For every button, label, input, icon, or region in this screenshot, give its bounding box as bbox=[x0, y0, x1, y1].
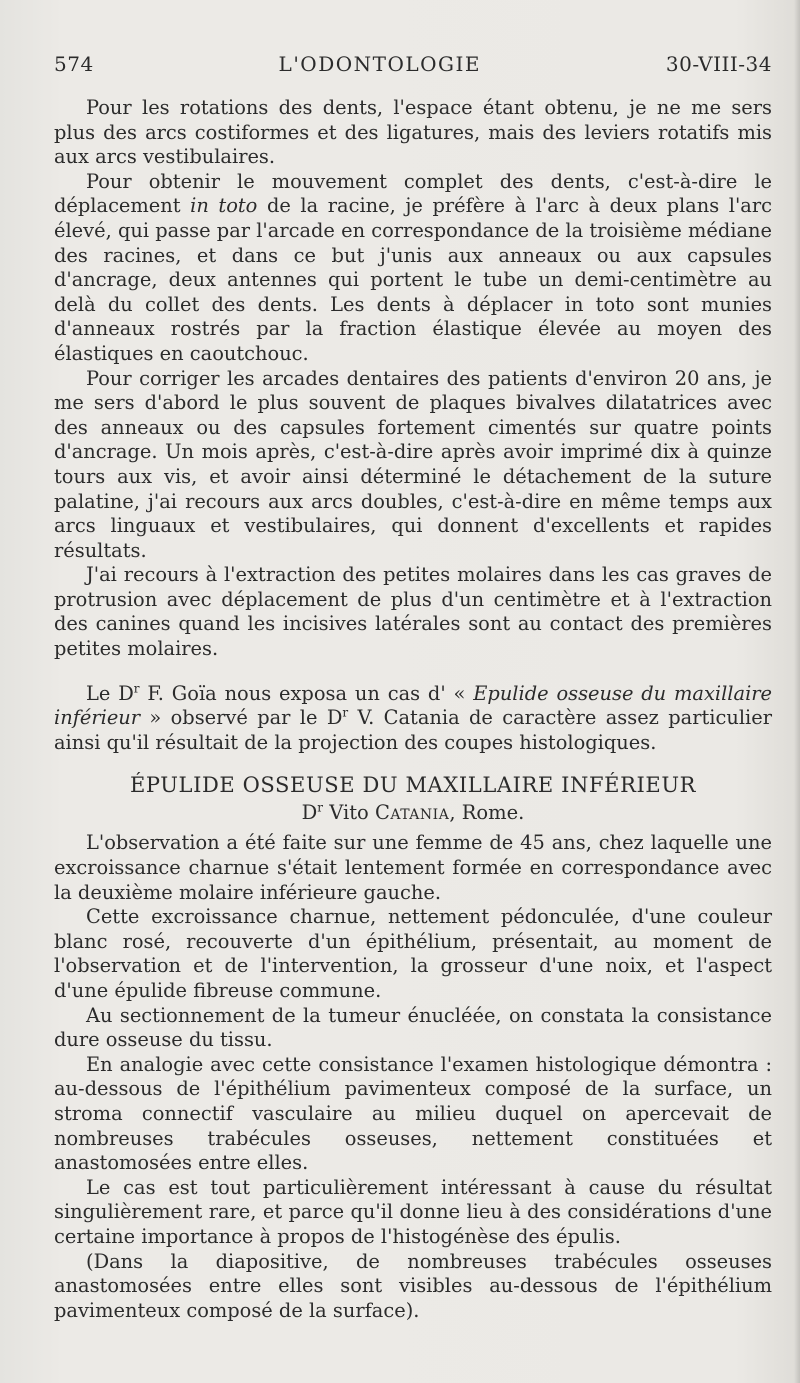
superscript: r bbox=[342, 705, 349, 720]
paragraph-extraction: J'ai recours à l'extraction des petites molaires dans les cas graves de protrusion avec déplacement de plus d'un centimètre et à l'extraction des canines quand les incisives latérales sont au contact des premières petites molaires. bbox=[54, 563, 772, 661]
italic-title: Epulide osseuse du maxillaire inférieur bbox=[54, 681, 773, 730]
article-title: ÉPULIDE OSSEUSE DU MAXILLAIRE INFÉRIEUR bbox=[129, 773, 697, 798]
italic-term: in toto bbox=[190, 194, 258, 218]
author-city: , Rome. bbox=[449, 801, 525, 825]
section-gap bbox=[54, 662, 772, 682]
page-number: 574 bbox=[54, 52, 94, 76]
superscript: r bbox=[317, 800, 324, 815]
paragraph-in-toto bbox=[54, 170, 772, 367]
text-run: Le D bbox=[86, 681, 134, 705]
paragraph-rotations: Pour les rotations des dents, l'espace étant obtenu, je ne me sers plus des arcs costiformes et des ligatures, mais des leviers rotatifs mis aux arcs vestibulaires. bbox=[54, 96, 772, 169]
superscript: r bbox=[133, 681, 140, 696]
paragraph-goia bbox=[54, 682, 772, 756]
article-paragraph: Le cas est tout particulièrement intéressant à cause du résultat singulièrement rare, et parce qu'il donne lieu à des considérations d'une certaine importance à propos de l'histogénèse des épulis. bbox=[54, 1175, 772, 1248]
running-header bbox=[54, 52, 772, 76]
text-run: » observé par le D bbox=[140, 706, 343, 730]
article-paragraph: En analogie avec cette consistance l'examen histologique démontra : au-dessous de l'épithélium pavimenteux composé de la surface, un stroma connectif vasculaire au milieu duquel on apercevait de nombreuses trabécules osseuses, nettement constituées et anastomosées entre elles. bbox=[54, 1052, 772, 1175]
text-run: Pour obtenir le mouvement complet des dents, c'est-à-dire le déplacement bbox=[54, 169, 772, 218]
page-edge-shadow bbox=[794, 0, 800, 1383]
article-author bbox=[54, 799, 772, 827]
issue-date: 30-VIII-34 bbox=[665, 52, 772, 76]
text-run: V. Catania de caractère assez particulier ainsi qu'il résultait de la projection des coupes histologiques. bbox=[54, 706, 772, 754]
text-run: de la racine, je préfère à l'arc à deux plans l'arc élevé, qui passe par l'arcade en correspondance de la troisième médiane des racines, et dans ce but j'unis aux anneaux ou aux capsules d'ancrage, deux antennes qui portent le tube un demi-centimètre au delà du collet des dents. Les dents à déplacer in toto sont munies d'anneaux rostrés par la fraction élastique élevée au moyen des élastiques en caoutchouc. bbox=[54, 194, 772, 365]
article-paragraph: Au sectionnement de la tumeur énucléée, on constata la consistance dure osseuse du tissu. bbox=[54, 1003, 772, 1052]
article-paragraph: Cette excroissance charnue, nettement pédonculée, d'une couleur blanc rosé, recouverte d'un épithélium, présentait, au moment de l'observation et de l'intervention, la grosseur d'une noix, et l'aspect d'une épulide fibreuse commune. bbox=[54, 905, 772, 1002]
article-paragraph: L'observation a été faite sur une femme de 45 ans, chez laquelle une excroissance charnue s'était lentement formée en correspondance avec la deuxième molaire inférieure gauche. bbox=[54, 831, 772, 904]
paragraph-arcades: Pour corriger les arcades dentaires des patients d'environ 20 ans, je me sers d'abord le plus souvent de plaques bivalves dilatatrices avec des anneaux ou des capsules fortement cimentés sur quatre points d'ancrage. Un mois après, c'est-à-dire après avoir imprimé dix à quinze tours aux vis, et avoir ainsi déterminé le détachement de la suture palatine, j'ai recours aux arcs doubles, c'est-à-dire en même temps aux arcs linguaux et vestibulaires, qui donnent d'excellents et rapides résultats. bbox=[54, 366, 772, 562]
text-run: F. Goïa nous exposa un cas d' « bbox=[139, 681, 474, 705]
journal-title: L'ODONTOLOGIE bbox=[278, 52, 482, 76]
author-prefix: D bbox=[301, 801, 318, 825]
author-first-name: Vito bbox=[323, 801, 375, 825]
article-paragraph: (Dans la diapositive, de nombreuses trabécules osseuses anastomosées entre elles sont visibles au-dessous de l'épithélium pavimenteux composé de la surface). bbox=[54, 1249, 772, 1322]
author-last-name: Catania bbox=[374, 801, 450, 825]
